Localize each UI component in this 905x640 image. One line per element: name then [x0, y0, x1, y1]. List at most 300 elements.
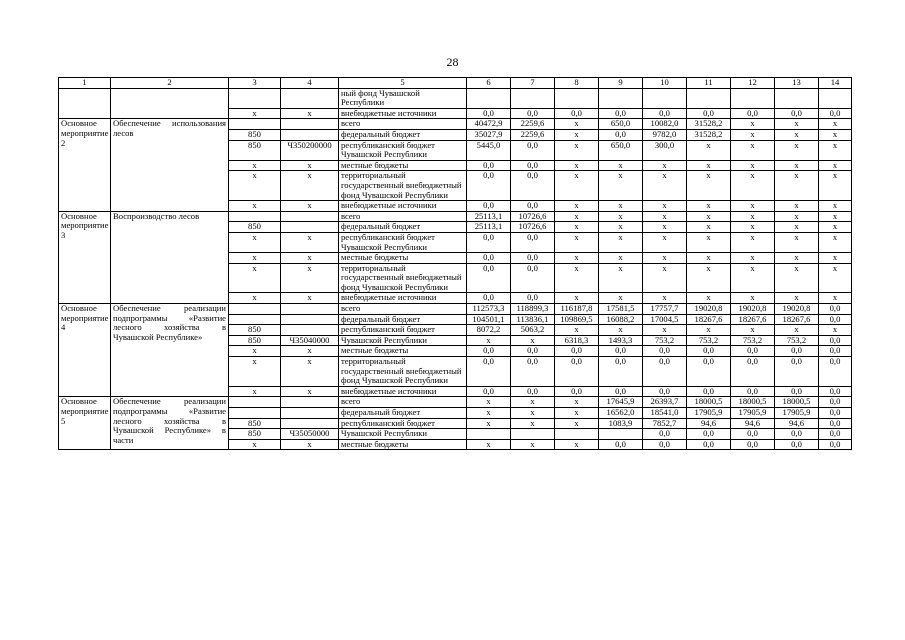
amount-cell: 116187,8 [555, 304, 599, 315]
amount-cell: 109869,5 [555, 314, 599, 325]
column-number: 5 [339, 78, 467, 89]
amount-cell: х [731, 140, 775, 160]
budget-code-cell: 850 [229, 335, 281, 346]
amount-cell: 40472,9 [467, 119, 511, 130]
budget-code-cell: 850 [229, 429, 281, 440]
amount-cell: 0,0 [775, 108, 819, 119]
amount-cell: х [599, 201, 643, 212]
amount-cell: 16088,2 [599, 314, 643, 325]
budget-code-cell [229, 211, 281, 222]
amount-cell: х [555, 263, 599, 293]
amount-cell: 0,0 [819, 397, 852, 408]
amount-cell: х [819, 325, 852, 336]
amount-cell: х [687, 160, 731, 171]
amount-cell: х [731, 160, 775, 171]
amount-cell: 2259,6 [511, 129, 555, 140]
classification-code-cell [281, 88, 339, 108]
amount-cell: 0,0 [555, 386, 599, 397]
column-number: 10 [643, 78, 687, 89]
column-number: 13 [775, 78, 819, 89]
amount-cell: 18000,5 [687, 397, 731, 408]
amount-cell: 0,0 [599, 439, 643, 450]
amount-cell: х [467, 408, 511, 419]
column-number-row [59, 78, 852, 89]
amount-cell: х [819, 211, 852, 222]
activity-title: Основное мероприятие 2 [59, 119, 111, 211]
budget-code-cell [229, 88, 281, 108]
amount-cell: 0,0 [467, 108, 511, 119]
classification-code-cell: х [281, 253, 339, 264]
amount-cell: х [555, 325, 599, 336]
amount-cell [511, 88, 555, 108]
amount-cell [775, 88, 819, 108]
amount-cell: 0,0 [775, 429, 819, 440]
activity-description: Обеспечение реализации подпрограммы «Развитие лесного хозяйства в Чувашской Республике» в части [111, 397, 229, 450]
activity-title: Основное мероприятие 5 [59, 397, 111, 450]
amount-cell: х [819, 171, 852, 201]
amount-cell: х [731, 201, 775, 212]
classification-code-cell [281, 211, 339, 222]
amount-cell: 0,0 [643, 357, 687, 387]
amount-cell: 0,0 [467, 357, 511, 387]
amount-cell: х [687, 325, 731, 336]
amount-cell: 19020,8 [687, 304, 731, 315]
amount-cell: х [511, 439, 555, 450]
amount-cell: 94,6 [731, 418, 775, 429]
amount-cell: х [643, 293, 687, 304]
amount-cell: 31528,2 [687, 129, 731, 140]
amount-cell: 650,0 [599, 140, 643, 160]
funding-source-cell: внебюджетные источники [339, 108, 467, 119]
classification-code-cell [281, 304, 339, 315]
amount-cell: 0,0 [555, 346, 599, 357]
amount-cell: х [599, 211, 643, 222]
funding-source-cell: местные бюджеты [339, 253, 467, 264]
amount-cell [599, 429, 643, 440]
amount-cell: 0,0 [819, 439, 852, 450]
amount-cell: 94,6 [775, 418, 819, 429]
amount-cell: х [555, 408, 599, 419]
budget-table [58, 77, 852, 450]
funding-source-cell: Чувашской Республики [339, 429, 467, 440]
amount-cell [511, 429, 555, 440]
amount-cell: 0,0 [819, 304, 852, 315]
amount-cell: 94,6 [687, 418, 731, 429]
amount-cell: 753,2 [775, 335, 819, 346]
amount-cell: х [775, 232, 819, 252]
amount-cell: х [775, 129, 819, 140]
amount-cell: х [511, 335, 555, 346]
amount-cell: 16562,0 [599, 408, 643, 419]
amount-cell: 18267,6 [731, 314, 775, 325]
column-number: 12 [731, 78, 775, 89]
classification-code-cell [281, 222, 339, 233]
funding-source-cell: территориальный государственный внебюджетный фонд Чувашской Республики [339, 263, 467, 293]
table-row [59, 119, 852, 130]
amount-cell: 0,0 [731, 357, 775, 387]
classification-code-cell: х [281, 232, 339, 252]
budget-code-cell: 850 [229, 325, 281, 336]
amount-cell: 18000,5 [731, 397, 775, 408]
amount-cell: х [775, 253, 819, 264]
amount-cell: 753,2 [643, 335, 687, 346]
amount-cell: 0,0 [467, 293, 511, 304]
budget-code-cell [229, 397, 281, 408]
funding-source-cell: территориальный государственный внебюджетный фонд Чувашской Республики [339, 171, 467, 201]
classification-code-cell: х [281, 357, 339, 387]
amount-cell [555, 88, 599, 108]
amount-cell: 0,0 [731, 108, 775, 119]
classification-code-cell: х [281, 293, 339, 304]
amount-cell: 5063,2 [511, 325, 555, 336]
amount-cell: х [599, 232, 643, 252]
amount-cell: 0,0 [775, 386, 819, 397]
activity-title: Основное мероприятие 4 [59, 304, 111, 397]
amount-cell: х [819, 293, 852, 304]
amount-cell: 118899,3 [511, 304, 555, 315]
funding-source-cell: федеральный бюджет [339, 314, 467, 325]
amount-cell: 0,0 [687, 346, 731, 357]
amount-cell: х [731, 171, 775, 201]
amount-cell: 0,0 [643, 346, 687, 357]
activity-title [59, 88, 111, 119]
budget-code-cell: х [229, 293, 281, 304]
funding-source-cell: республиканский бюджет [339, 325, 467, 336]
amount-cell: х [731, 119, 775, 130]
amount-cell: х [687, 171, 731, 201]
amount-cell: х [731, 293, 775, 304]
funding-source-cell: внебюджетные источники [339, 293, 467, 304]
budget-code-cell: х [229, 171, 281, 201]
budget-code-cell [229, 304, 281, 315]
budget-code-cell: х [229, 232, 281, 252]
funding-source-cell: федеральный бюджет [339, 222, 467, 233]
column-number: 4 [281, 78, 339, 89]
column-number: 1 [59, 78, 111, 89]
column-number: 7 [511, 78, 555, 89]
funding-source-cell: федеральный бюджет [339, 129, 467, 140]
amount-cell: х [775, 171, 819, 201]
funding-source-cell: местные бюджеты [339, 346, 467, 357]
amount-cell: х [555, 439, 599, 450]
amount-cell: 0,0 [511, 201, 555, 212]
classification-code-cell: х [281, 439, 339, 450]
amount-cell: 0,0 [775, 439, 819, 450]
budget-code-cell: х [229, 108, 281, 119]
amount-cell: х [819, 222, 852, 233]
classification-code-cell: х [281, 108, 339, 119]
budget-code-cell: 850 [229, 418, 281, 429]
amount-cell: х [731, 325, 775, 336]
budget-code-cell [229, 119, 281, 130]
amount-cell: 0,0 [555, 357, 599, 387]
funding-source-cell: республиканский бюджет Чувашской Республики [339, 232, 467, 252]
amount-cell: х [555, 253, 599, 264]
amount-cell: х [467, 335, 511, 346]
amount-cell: 0,0 [687, 386, 731, 397]
amount-cell: х [775, 263, 819, 293]
budget-code-cell: х [229, 386, 281, 397]
amount-cell: 31528,2 [687, 119, 731, 130]
budget-code-cell: х [229, 253, 281, 264]
activity-description: Воспроизводство лесов [111, 211, 229, 303]
amount-cell [599, 88, 643, 108]
classification-code-cell [281, 325, 339, 336]
column-number: 2 [111, 78, 229, 89]
amount-cell: 0,0 [819, 357, 852, 387]
amount-cell: 0,0 [687, 357, 731, 387]
amount-cell: 7852,7 [643, 418, 687, 429]
activity-description: Обеспечение использования лесов [111, 119, 229, 211]
amount-cell: 0,0 [511, 293, 555, 304]
amount-cell: 17645,9 [599, 397, 643, 408]
amount-cell: 0,0 [819, 429, 852, 440]
amount-cell: 17905,9 [687, 408, 731, 419]
budget-code-cell: 850 [229, 140, 281, 160]
amount-cell: 17757,7 [643, 304, 687, 315]
funding-source-cell: территориальный государственный внебюджетный фонд Чувашской Республики [339, 357, 467, 387]
amount-cell: 0,0 [731, 346, 775, 357]
amount-cell: х [643, 325, 687, 336]
amount-cell: х [687, 211, 731, 222]
amount-cell: 0,0 [467, 232, 511, 252]
amount-cell: х [599, 160, 643, 171]
amount-cell [643, 88, 687, 108]
column-number: 3 [229, 78, 281, 89]
amount-cell: х [643, 232, 687, 252]
amount-cell: 18267,6 [775, 314, 819, 325]
amount-cell [467, 429, 511, 440]
column-number: 6 [467, 78, 511, 89]
amount-cell: 0,0 [687, 108, 731, 119]
amount-cell: х [599, 263, 643, 293]
amount-cell: х [775, 140, 819, 160]
amount-cell: 0,0 [731, 439, 775, 450]
amount-cell: х [511, 418, 555, 429]
amount-cell: 0,0 [511, 160, 555, 171]
amount-cell: 0,0 [819, 346, 852, 357]
amount-cell: 0,0 [511, 263, 555, 293]
amount-cell: 17905,9 [731, 408, 775, 419]
amount-cell: х [599, 222, 643, 233]
amount-cell: 35027,9 [467, 129, 511, 140]
amount-cell: х [555, 129, 599, 140]
funding-source-cell: внебюджетные источники [339, 201, 467, 212]
amount-cell: 1083,9 [599, 418, 643, 429]
amount-cell: 0,0 [599, 108, 643, 119]
budget-code-cell: х [229, 263, 281, 293]
amount-cell: 17004,5 [643, 314, 687, 325]
amount-cell: х [555, 397, 599, 408]
amount-cell: 0,0 [511, 232, 555, 252]
classification-code-cell: х [281, 386, 339, 397]
amount-cell: 104501,1 [467, 314, 511, 325]
classification-code-cell: х [281, 346, 339, 357]
amount-cell: 0,0 [467, 171, 511, 201]
classification-code-cell: х [281, 201, 339, 212]
amount-cell: 0,0 [511, 253, 555, 264]
amount-cell [731, 88, 775, 108]
amount-cell: х [775, 293, 819, 304]
amount-cell: 113836,1 [511, 314, 555, 325]
column-number: 8 [555, 78, 599, 89]
amount-cell: 18541,0 [643, 408, 687, 419]
amount-cell: 18267,6 [687, 314, 731, 325]
amount-cell: х [819, 119, 852, 130]
amount-cell: х [819, 201, 852, 212]
amount-cell: х [643, 201, 687, 212]
funding-source-cell: федеральный бюджет [339, 408, 467, 419]
amount-cell: 8072,2 [467, 325, 511, 336]
amount-cell: х [643, 222, 687, 233]
classification-code-cell: Ч350200000 [281, 140, 339, 160]
amount-cell: 0,0 [467, 263, 511, 293]
amount-cell: 0,0 [467, 386, 511, 397]
amount-cell: х [511, 397, 555, 408]
amount-cell: 0,0 [819, 408, 852, 419]
budget-code-cell: х [229, 439, 281, 450]
amount-cell: 25113,1 [467, 211, 511, 222]
amount-cell: 17905,9 [775, 408, 819, 419]
amount-cell: 6318,3 [555, 335, 599, 346]
amount-cell: х [775, 211, 819, 222]
amount-cell: 0,0 [511, 171, 555, 201]
budget-code-cell: х [229, 160, 281, 171]
column-number: 11 [687, 78, 731, 89]
amount-cell: х [555, 293, 599, 304]
amount-cell: 0,0 [555, 108, 599, 119]
funding-source-cell: ный фонд Чувашской Республики [339, 88, 467, 108]
amount-cell: 650,0 [599, 119, 643, 130]
classification-code-cell [281, 397, 339, 408]
amount-cell: х [687, 201, 731, 212]
classification-code-cell: Ч35040000 [281, 335, 339, 346]
amount-cell: 0,0 [599, 129, 643, 140]
amount-cell: 0,0 [731, 386, 775, 397]
amount-cell: 0,0 [599, 386, 643, 397]
amount-cell: х [599, 293, 643, 304]
amount-cell: х [819, 129, 852, 140]
amount-cell: х [555, 211, 599, 222]
amount-cell: х [467, 397, 511, 408]
column-number: 14 [819, 78, 852, 89]
amount-cell: 5445,0 [467, 140, 511, 160]
amount-cell: х [511, 408, 555, 419]
amount-cell: 1493,3 [599, 335, 643, 346]
amount-cell: 0,0 [599, 357, 643, 387]
amount-cell: х [687, 253, 731, 264]
amount-cell: х [775, 325, 819, 336]
amount-cell: х [555, 201, 599, 212]
amount-cell [555, 429, 599, 440]
amount-cell: х [731, 253, 775, 264]
amount-cell: 0,0 [819, 335, 852, 346]
amount-cell: х [731, 222, 775, 233]
amount-cell: 9782,0 [643, 129, 687, 140]
budget-code-cell [229, 408, 281, 419]
table-row [59, 88, 852, 108]
classification-code-cell [281, 418, 339, 429]
amount-cell: 19020,8 [775, 304, 819, 315]
amount-cell: 0,0 [731, 429, 775, 440]
classification-code-cell: х [281, 263, 339, 293]
amount-cell: х [643, 171, 687, 201]
amount-cell: 0,0 [687, 439, 731, 450]
amount-cell: 0,0 [511, 108, 555, 119]
classification-code-cell [281, 408, 339, 419]
amount-cell: 0,0 [467, 253, 511, 264]
funding-source-cell: всего [339, 119, 467, 130]
amount-cell: 25113,1 [467, 222, 511, 233]
amount-cell: 0,0 [511, 386, 555, 397]
amount-cell: 0,0 [599, 346, 643, 357]
amount-cell: 10726,6 [511, 211, 555, 222]
amount-cell: х [555, 140, 599, 160]
amount-cell: 0,0 [819, 108, 852, 119]
amount-cell: х [599, 253, 643, 264]
amount-cell: 0,0 [511, 140, 555, 160]
amount-cell: х [643, 253, 687, 264]
amount-cell: 2259,6 [511, 119, 555, 130]
amount-cell: х [555, 160, 599, 171]
amount-cell: 0,0 [687, 429, 731, 440]
amount-cell: х [775, 119, 819, 130]
funding-source-cell: всего [339, 304, 467, 315]
amount-cell: х [555, 222, 599, 233]
funding-source-cell: всего [339, 211, 467, 222]
amount-cell: 0,0 [643, 439, 687, 450]
amount-cell: х [599, 171, 643, 201]
funding-source-cell: Чувашской Республики [339, 335, 467, 346]
amount-cell: 0,0 [467, 346, 511, 357]
amount-cell: х [819, 263, 852, 293]
column-number: 9 [599, 78, 643, 89]
amount-cell: х [687, 140, 731, 160]
table-row [59, 304, 852, 315]
amount-cell: х [687, 232, 731, 252]
budget-code-cell [229, 314, 281, 325]
amount-cell: х [687, 293, 731, 304]
budget-code-cell: 850 [229, 129, 281, 140]
amount-cell: 19020,8 [731, 304, 775, 315]
amount-cell: 753,2 [687, 335, 731, 346]
amount-cell: 0,0 [819, 314, 852, 325]
amount-cell: 0,0 [467, 201, 511, 212]
amount-cell: 753,2 [731, 335, 775, 346]
amount-cell: х [687, 263, 731, 293]
amount-cell: 0,0 [819, 418, 852, 429]
amount-cell: х [731, 129, 775, 140]
classification-code-cell [281, 314, 339, 325]
amount-cell: 300,0 [643, 140, 687, 160]
amount-cell: х [467, 439, 511, 450]
amount-cell: х [775, 222, 819, 233]
amount-cell: х [731, 232, 775, 252]
amount-cell: х [555, 119, 599, 130]
funding-source-cell: внебюджетные источники [339, 386, 467, 397]
funding-source-cell: всего [339, 397, 467, 408]
amount-cell: 0,0 [467, 160, 511, 171]
funding-source-cell: республиканский бюджет Чувашской Республики [339, 140, 467, 160]
funding-source-cell: местные бюджеты [339, 160, 467, 171]
amount-cell: х [731, 211, 775, 222]
amount-cell: 0,0 [643, 108, 687, 119]
amount-cell: х [819, 253, 852, 264]
amount-cell: х [643, 263, 687, 293]
amount-cell: 17581,5 [599, 304, 643, 315]
page-number: 28 [446, 55, 459, 69]
amount-cell: х [555, 171, 599, 201]
